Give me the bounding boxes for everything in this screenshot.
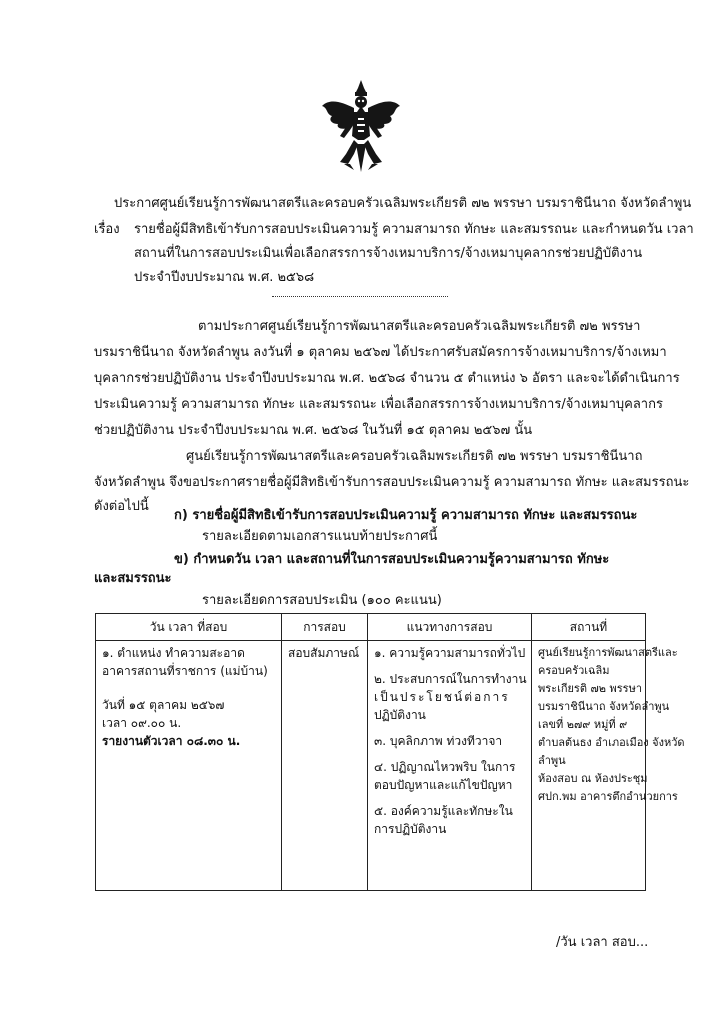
item-b-heading-line-2: และสมรรถนะ [94,571,172,586]
cell-venue [532,641,685,891]
continuation-note: /วัน เวลา สอบ... [556,935,649,950]
guideline-item [374,670,525,724]
guideline-4-line-2: ตอบปัญหาและแก้ไขปัญหา [374,778,513,792]
item-a-heading: ก) รายชื่อผู้มีสิทธิเข้ารับการสอบประเมินความรู้ ความสามารถ ทักษะ และสมรรถนะ [174,508,638,523]
paragraph1-line-5: ช่วยปฏิบัติงาน ประจำปีงบประมาณ พ.ศ. ๒๕๖๘ ในวันที่ ๑๕ ตุลาคม ๒๕๖๗ นั้น [94,423,533,438]
item-b-heading-line-1: ข) กำหนดวัน เวลา และสถานที่ในการสอบประเมินความรู้ความสามารถ ทักษะ [174,552,610,567]
exam-date: วันที่ ๑๕ ตุลาคม ๒๕๖๗ [102,698,225,712]
venue-line-1: ศูนย์เรียนรู้การพัฒนาสตรีและ [538,646,678,659]
guideline-3-line-1: ๓. บุคลิกภาพ ท่วงทีวาจา [374,734,503,748]
cell-guidelines [368,641,532,891]
separator-dotted-line [272,296,448,297]
paragraph2-line-3: ดังต่อไปนี้ [94,499,149,514]
table-header-row [96,614,646,641]
subject-line-1: รายชื่อผู้มีสิทธิเข้ารับการสอบประเมินความรู้ ความสามารถ ทักษะ และสมรรถนะ และกำหนดวัน เวลา [134,222,694,237]
paragraph1-line-3: บุคลากรช่วยปฏิบัติงาน ประจำปีงบประมาณ พ.ศ. ๒๕๖๘ จำนวน ๕ ตำแหน่ง ๖ อัตรา และจะได้ดำเนินการ [94,371,680,386]
subject-line-2: สถานที่ในการสอบประเมินเพื่อเลือกสรรการจ้างเหมาบริการ/จ้างเหมาบุคลากรช่วยปฏิบัติงาน [134,246,643,261]
guideline-2-line-2: เป็นประโยชน์ต่อการ [374,690,510,704]
guideline-4-line-1: ๔. ปฏิญาณไหวพริบ ในการ [374,760,516,774]
exam-type: สอบสัมภาษณ์ [288,646,360,660]
guideline-item [374,732,525,750]
venue-line-6: ตำบลต้นธง อำเภอเมือง จังหวัด [538,736,685,749]
guideline-item [374,758,525,794]
subject-line-3: ประจำปีงบประมาณ พ.ศ. ๒๕๖๘ [134,270,315,285]
header-guidelines: แนวทางการสอบ [368,614,532,641]
cell-date-time [96,641,282,891]
header-venue: สถานที่ [532,614,646,641]
venue-line-9: ศปก.พม อาคารตึกอำนวยการ [538,790,678,803]
header-exam-type: การสอบ [282,614,368,641]
venue-line-4: บรมราชินีนาถ จังหวัดลำพูน [538,700,670,713]
paragraph2-line-2: จังหวัดลำพูน จึงขอประกาศรายชื่อผู้มีสิทธิเข้ารับการสอบประเมินความรู้ ความสามารถ ทักษะ และสมรรถนะ [94,475,690,490]
guideline-2-line-1: ๒. ประสบการณ์ในการทำงาน [374,672,527,686]
item-b-detail: รายละเอียดการสอบประเมิน (๑๐๐ คะแนน) [202,593,442,608]
position-line-1: ๑. ตำแหน่ง ทำความสะอาด [102,646,245,660]
venue-line-3: พระเกียรติ ๗๒ พรรษา [538,682,642,695]
exam-schedule-table [95,613,685,891]
venue-line-2: ครอบครัวเฉลิม [538,664,610,677]
item-a-detail: รายละเอียดตามเอกสารแนบท้ายประกาศนี้ [202,529,438,544]
table-row [96,641,646,891]
venue-line-5: เลขที่ ๒๗๙ หมู่ที่ ๙ [538,718,628,731]
venue-line-8: ห้องสอบ ณ ห้องประชุม [538,772,648,785]
position-line-2: อาคารสถานที่ราชการ (แม่บ้าน) [102,664,268,678]
guideline-5-line-1: ๕. องค์ความรู้และทักษะใน [374,804,513,818]
garuda-emblem-icon [320,78,402,176]
paragraph1-line-1: ตามประกาศศูนย์เรียนรู้การพัฒนาสตรีและครอบครัวเฉลิมพระเกียรติ ๗๒ พรรษา [198,319,641,334]
guideline-2-line-3: ปฏิบัติงาน [374,708,426,722]
cell-exam-type [282,641,368,891]
paragraph1-line-2: บรมราชินีนาถ จังหวัดลำพูน ลงวันที่ ๑ ตุลาคม ๒๕๖๗ ได้ประกาศรับสมัครการจ้างเหมาบริการ/จ้างเหมา [94,345,667,360]
subject-label: เรื่อง [94,222,120,237]
exam-time: เวลา ๐๙.๐๐ น. [102,716,182,730]
guideline-item [374,802,525,838]
guideline-item [374,644,525,662]
announcement-title: ประกาศศูนย์เรียนรู้การพัฒนาสตรีและครอบครัวเฉลิมพระเกียรติ ๗๒ พรรษา บรมราชินีนาถ จังหวัดลำพูน [114,196,692,211]
venue-line-7: ลำพูน [538,754,566,767]
paragraph1-line-4: ประเมินความรู้ ความสามารถ ทักษะ และสมรรถนะ เพื่อเลือกสรรการจ้างเหมาบริการ/จ้างเหมาบุคลากร [94,397,663,412]
paragraph2-line-1: ศูนย์เรียนรู้การพัฒนาสตรีและครอบครัวเฉลิมพระเกียรติ ๗๒ พรรษา บรมราชินีนาถ [186,449,643,464]
guideline-5-line-2: การปฏิบัติงาน [374,822,447,836]
report-time: รายงานตัวเวลา ๐๘.๓๐ น. [102,734,241,748]
guideline-1-line-1: ๑. ความรู้ความสามารถทั่วไป [374,646,526,660]
header-date-time: วัน เวลา ที่สอบ [96,614,282,641]
